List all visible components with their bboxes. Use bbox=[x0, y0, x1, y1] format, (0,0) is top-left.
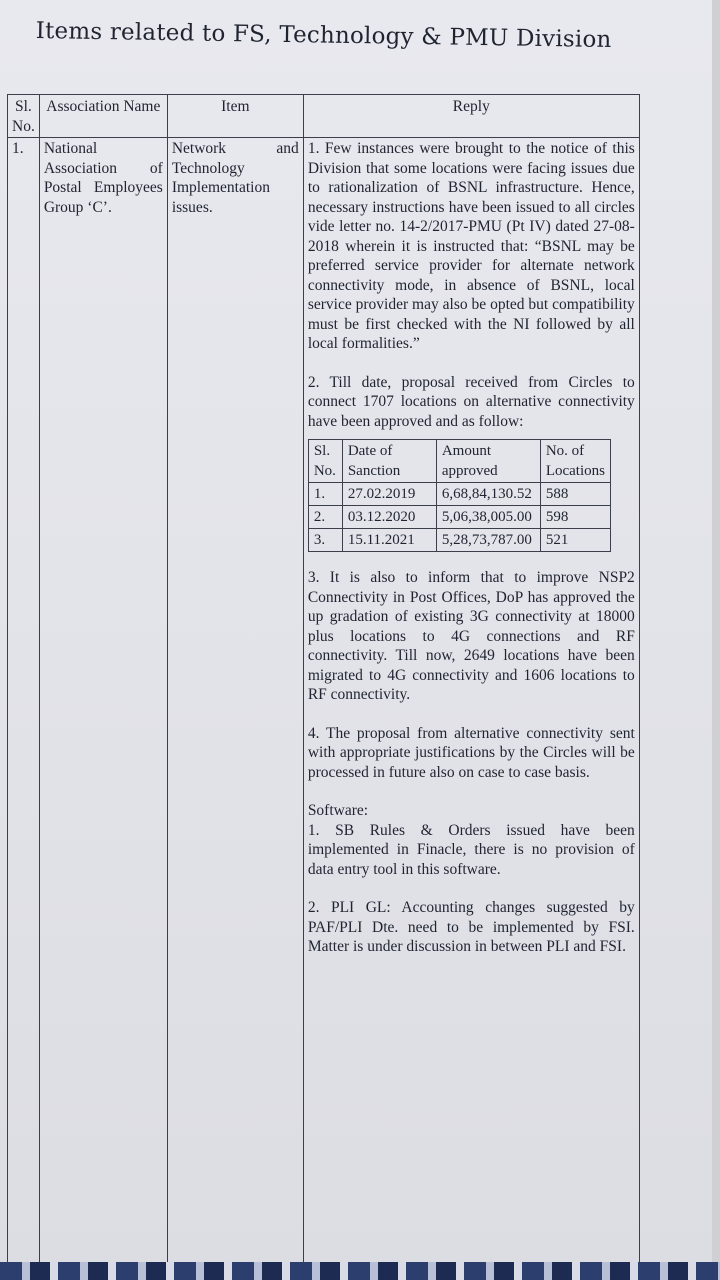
header-sl-no: Sl. No. bbox=[8, 95, 40, 138]
sanction-date: 03.12.2020 bbox=[342, 506, 436, 529]
sanction-header-row bbox=[308, 440, 610, 483]
items-table bbox=[7, 94, 640, 1269]
sanction-row bbox=[308, 506, 610, 529]
cell-item bbox=[167, 138, 303, 1269]
sanction-amount: 5,06,38,005.00 bbox=[436, 506, 540, 529]
sanction-table bbox=[308, 439, 611, 552]
association-name-text: National Association of Postal Employees Group ‘C’. bbox=[43, 140, 163, 216]
sanction-sl: 1. bbox=[308, 483, 342, 506]
sanction-amount: 5,28,73,787.00 bbox=[436, 529, 540, 552]
header-item: Item bbox=[167, 95, 303, 138]
sanction-locations: 598 bbox=[540, 506, 610, 529]
sanction-amount: 6,68,84,130.52 bbox=[436, 483, 540, 506]
reply-paragraph-4: 4. The proposal from alternative connectivity sent with appropriate justifications by the Circles will be processed in future also on case to case basis. bbox=[307, 724, 635, 781]
sanction-header-sl: Sl. No. bbox=[308, 440, 342, 483]
cell-reply bbox=[303, 138, 639, 1269]
sanction-header-locations: No. of Locations bbox=[540, 440, 610, 483]
sanction-sl: 2. bbox=[308, 506, 342, 529]
page-title: Items related to FS, Technology & PMU Division bbox=[35, 18, 612, 54]
header-reply: Reply bbox=[303, 95, 639, 138]
sanction-header-amount: Amount approved bbox=[436, 440, 540, 483]
sanction-sl: 3. bbox=[308, 529, 342, 552]
table-row bbox=[8, 138, 640, 1269]
background-surface bbox=[0, 1262, 720, 1280]
sanction-row bbox=[308, 529, 610, 552]
sanction-date: 27.02.2019 bbox=[342, 483, 436, 506]
reply-paragraph-2: 2. Till date, proposal received from Circles to connect 1707 locations on alternative connectivity have been approved and as follow: bbox=[307, 373, 635, 430]
software-item-1: 1. SB Rules & Orders issued have been implemented in Finacle, there is no provision of data entry tool in this software. bbox=[307, 821, 635, 878]
sanction-locations: 588 bbox=[540, 483, 610, 506]
cell-association-name bbox=[39, 138, 167, 1269]
header-row bbox=[8, 95, 640, 138]
sanction-date: 15.11.2021 bbox=[342, 529, 436, 552]
item-text: Network and Technology Implementation issues. bbox=[171, 140, 299, 216]
cell-sl-no: 1. bbox=[8, 138, 40, 1269]
sanction-row bbox=[308, 483, 610, 506]
sanction-header-date: Date of Sanction bbox=[342, 440, 436, 483]
sanction-locations: 521 bbox=[540, 529, 610, 552]
software-item-2: 2. PLI GL: Accounting changes suggested by PAF/PLI Dte. need to be implemented by FSI. Matter is under discussion in between PLI and FSI. bbox=[307, 899, 635, 955]
header-association-name: Association Name bbox=[39, 95, 167, 138]
software-heading: Software: bbox=[307, 802, 369, 819]
reply-paragraph-1: 1. Few instances were brought to the notice of this Division that some locations were facing issues due to rationalization of BSNL infrastructure. Hence, necessary instructions have been issued to all circles vide letter no. 14-2/2017-PMU (Pt IV) dated 27-08-2018 wherein it is instructed that: “BSNL may be preferred service provider for alternate network connectivity mode, in absence of BSNL, local service provider may also be opted but compatibility must be first checked with the NI followed by all local formalities.” bbox=[307, 140, 635, 352]
reply-paragraph-3: 3. It is also to inform that to improve NSP2 Connectivity in Post Offices, DoP has approved the up gradation of existing 3G connectivity at 18000 plus locations to 4G connections and RF connectivity. Till now, 2649 locations have been migrated to 4G connectivity and 1606 locations to RF connectivity. bbox=[307, 569, 635, 703]
